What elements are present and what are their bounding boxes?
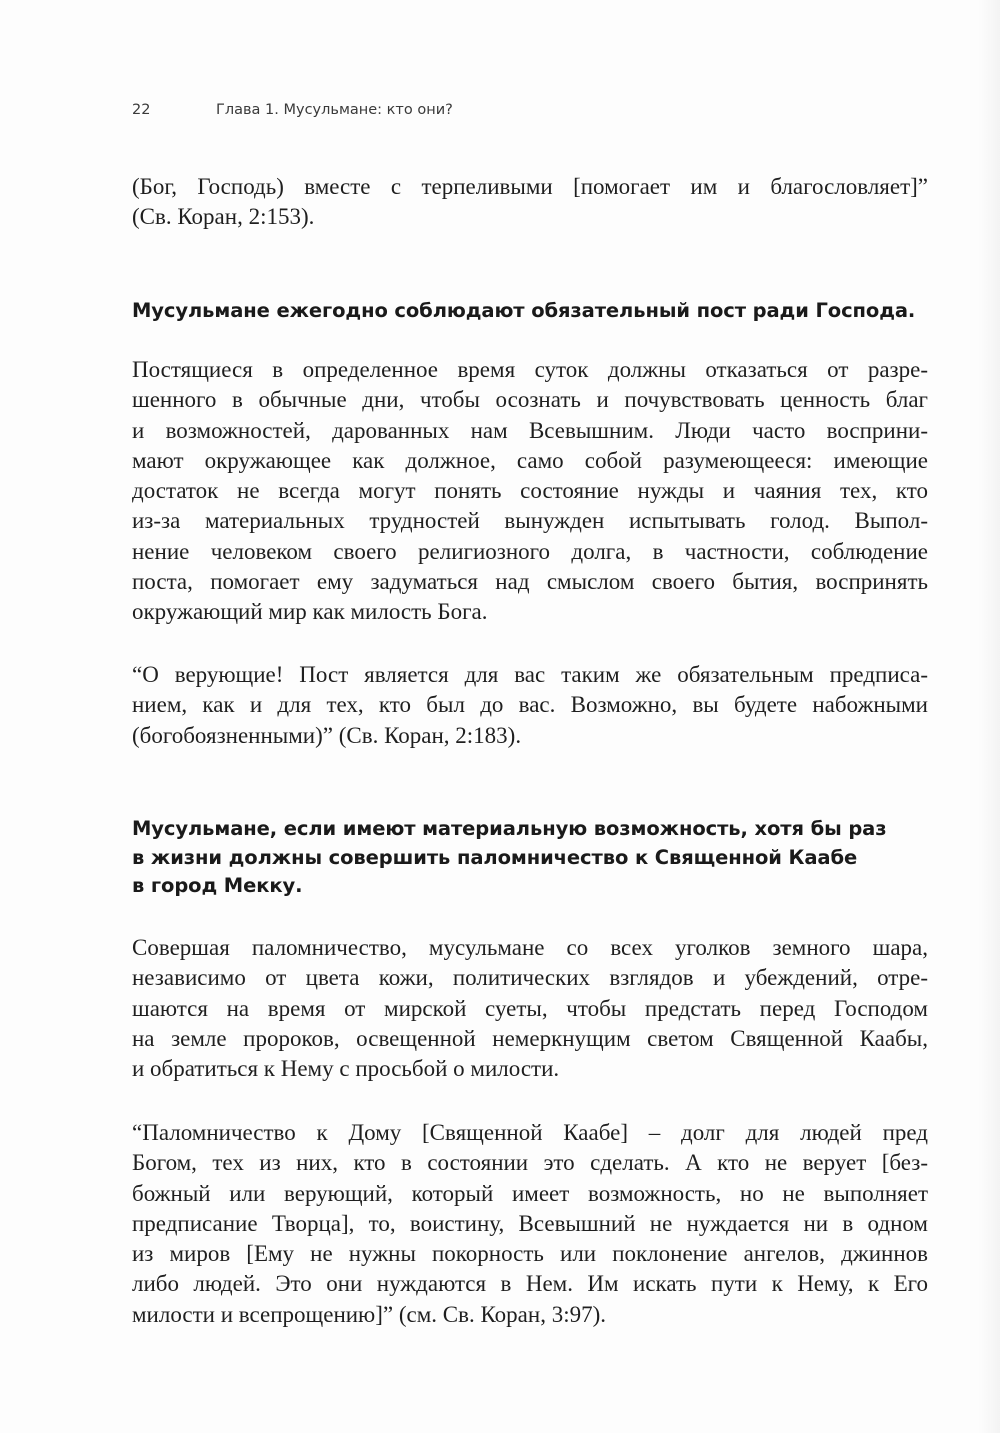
fasting-quote (132, 660, 928, 751)
paragraph (132, 933, 928, 1084)
section-heading-fasting (132, 297, 928, 326)
text-line: из миров [Ему не нужны покорность или поклонение ангелов, джиннов (132, 1241, 928, 1267)
text-line: независимо от цвета кожи, политических взглядов и убеждений, отре- (132, 965, 928, 991)
heading-line: в город Мекку. (132, 874, 303, 897)
text-line: из-за материальных трудностей вынужден испытывать голод. Выпол- (132, 508, 928, 534)
heading-line: Мусульмане, если имеют материальную возможность, хотя бы раз (132, 817, 887, 840)
pilgrimage-quote (132, 1118, 928, 1330)
text-line: и обратиться к Нему с просьбой о милости. (132, 1056, 560, 1082)
text-line: предписание Творца], то, воистину, Всевышний не нуждается ни в одном (132, 1210, 928, 1236)
quote-continuation (132, 172, 928, 233)
text-line: Постящиеся в определенное время суток должны отказаться от разре- (132, 357, 928, 382)
text-line: шенного в обычные дни, чтобы осознать и почувствовать ценность благ (132, 387, 928, 413)
text-line: нием, как и для тех, кто был до вас. Возможно, вы будете набожными (132, 692, 928, 718)
paragraph (132, 660, 928, 751)
fasting-paragraph (132, 355, 928, 628)
heading-line: в жизни должны совершить паломничество к Священной Каабе (132, 845, 858, 869)
paragraph (132, 355, 928, 628)
heading-line: Мусульмане ежегодно соблюдают обязательный пост ради Господа. (132, 299, 916, 322)
text-line: шаются на время от мирской суеты, чтобы предстать перед Господом (132, 995, 928, 1021)
text-line: окружающий мир как милость Бога. (132, 599, 488, 625)
page-edge-shadow (978, 0, 1000, 1433)
page-number: 22 (132, 102, 151, 118)
text-line: мают окружающее как должное, само собой разумеющееся: имеющие (132, 447, 928, 473)
text-line: божный или верующий, который имеет возможность, но не выполняет (132, 1180, 928, 1206)
section-heading (132, 815, 928, 901)
text-line: либо людей. Это они нуждаются в Нем. Им искать пути к Нему, к Его (132, 1271, 928, 1297)
text-line: Богом, тех из них, кто в состоянии это сделать. А кто не верует [без- (132, 1150, 928, 1176)
text-line: милости и всепрощению]” (см. Св. Коран, 3:97). (132, 1301, 606, 1327)
section-heading-pilgrimage (132, 815, 928, 901)
text-line: и возможностей, дарованных нам Всевышним. Люди часто восприни- (132, 417, 928, 443)
text-line: поста, помогает ему задуматься над смыслом своего бытия, воспринять (132, 569, 928, 595)
text-line: (Св. Коран, 2:153). (132, 204, 315, 230)
text-line: “Паломничество к Дому [Священной Каабе] – долг для людей пред (132, 1120, 928, 1145)
text-line: на земле пророков, освещенной немеркнущим светом Священной Каабы, (132, 1025, 928, 1051)
running-header (132, 102, 453, 118)
text-line: (богобоязненными)” (Св. Коран, 2:183). (132, 722, 522, 748)
section-heading (132, 297, 928, 326)
paragraph (132, 172, 928, 233)
paragraph (132, 1118, 928, 1330)
text-line: нение человеком своего религиозного долга, в частности, соблюдение (132, 538, 928, 564)
text-line: Совершая паломничество, мусульмане со всех уголков земного шара, (132, 935, 928, 960)
text-line: (Бог, Господь) вместе с терпеливыми [помогает им и благословляет]” (132, 174, 928, 199)
chapter-title: Глава 1. Мусульмане: кто они? (216, 102, 453, 118)
text-line: достаток не всегда могут понять состояние нужды и чаяния тех, кто (132, 478, 928, 504)
text-line: “О верующие! Пост является для вас таким же обязательным предписа- (132, 662, 928, 687)
pilgrimage-paragraph (132, 933, 928, 1084)
